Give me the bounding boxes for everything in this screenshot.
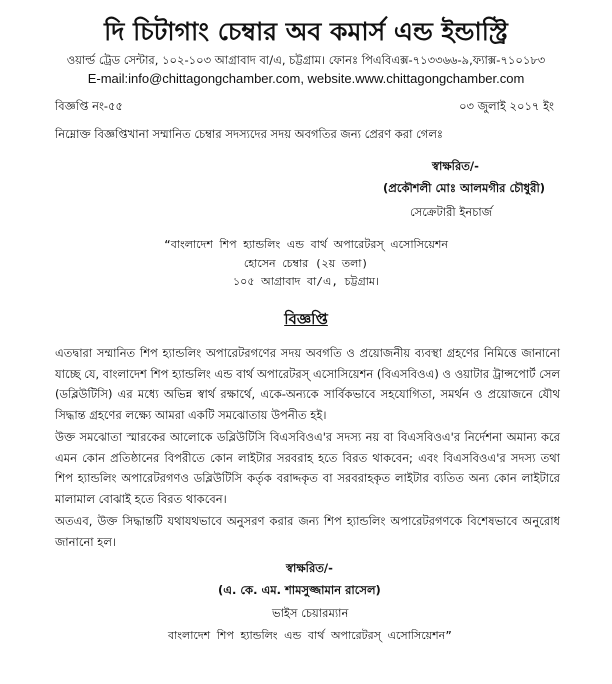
- top-signature-label: স্বাক্ষরিত/-: [432, 159, 479, 173]
- recipient-line-2: হোসেন চেম্বার (২য় তলা): [243, 257, 369, 270]
- body-paragraph-1: এতদ্বারা সম্মানিত শিপ হ্যান্ডলিং অপারেটরগণের সদয় অবগতি ও প্রয়োজনীয় ব্যবস্থা গ্রহণের নিমিত্তে জানানো যাচ্ছে যে, বাংলাদেশ শিপ হ্যান্ডলিং এন্ড বার্থ অপারেটরস্ এসোসিয়েশন (বিএসবিওএ) ও ওয়াটার ট্রান্সপোর্ট সেল (ডব্লিউটিসি) এর মধ্যে অভিন্ন স্বার্থ রক্ষার্থে, একে-অন্যকে সার্বিকভাবে সহযোগিতা, সমর্থন ও প্রয়োজনে যৌথ সিদ্ধান্ত গ্রহণের লক্ষ্যে আমরা একটি সমঝোতায় উপনীত হই।: [55, 346, 560, 422]
- notice-heading-text: বিজ্ঞপ্তি: [284, 310, 328, 328]
- letterhead-contact: E-mail:info@chittagongchamber.com, website.www.chittagongchamber.com: [87, 71, 525, 86]
- bottom-signatory-organization: বাংলাদেশ শিপ হ্যান্ডলিং এন্ড বার্থ অপারেটরস্ এসোসিয়েশন”: [168, 629, 452, 642]
- body-paragraph-2: উক্ত সমঝোতা স্মারকের আলোকে ডব্লিউটিসি বিএসবিওএ'র সদস্য নয় বা বিএসবিওএ'র নির্দেশনা অমান্য করে এমন কোন প্রতিষ্ঠানের বিপরীতে কোন লাইটার সরবরাহ হতে বিরত থাকবেন; এবং বিএসবিওএ'র সদস্য তথা শিপ হ্যান্ডলিং অপারেটরগণও ডব্লিউটিসি কর্তৃক বরাদ্দকৃত বা সরবরাহকৃত লাইটার ব্যতিত অন্য কোন লাইটারে মালামাল বোঝাই হতে বিরত থাকবেন।: [55, 430, 560, 506]
- bottom-signature-label: স্বাক্ষরিত/-: [286, 561, 333, 575]
- top-signatory-name: (প্রকৌশলী মোঃ আলমগীর চৌধুরী): [383, 181, 545, 195]
- body-paragraph-3: অতএব, উক্ত সিদ্ধান্তটি যথাযথভাবে অনুসরণ করার জন্য শিপ হ্যান্ডলিং অপারেটরগণকে বিশেষভাবে অনুরোধ জানানো হল।: [55, 514, 560, 549]
- notice-heading: [0, 308, 612, 333]
- top-signatory-designation: সেক্রেটারী ইনচার্জ: [410, 205, 493, 219]
- recipient-line-3: ১০৫ আগ্রাবাদ বা/এ, চট্টগ্রাম।: [233, 275, 379, 288]
- notice-date: ০৩ জুলাই ২০১৭ ইং: [459, 99, 554, 113]
- letterhead-title: দি চিটাগাং চেম্বার অব কমার্স এন্ড ইন্ডাস্ট্রি: [104, 17, 508, 46]
- bottom-signatory-name: (এ. কে. এম. শামসুজ্জামান রাসেল): [218, 583, 381, 597]
- letterhead-address: ওয়ার্ল্ড ট্রেড সেন্টার, ১০২-১০৩ আগ্রাবাদ বা/এ, চট্টগ্রাম। ফোনঃ পিএবিএক্স-৭১৩৩৬৬-৯,ফ্যাক্স-৭১০১৮৩: [66, 53, 546, 67]
- intro-text: নিম্নোক্ত বিজ্ঞপ্তিখানা সম্মানিত চেম্বার সদস্যদের সদয় অবগতির জন্য প্রেরণ করা গেলঃ: [55, 127, 444, 141]
- recipient-line-1: “বাংলাদেশ শিপ হ্যান্ডলিং এন্ড বার্থ অপারেটরস্ এসোসিয়েশন: [164, 238, 448, 251]
- notice-number: বিজ্ঞপ্তি নং-৫৫: [55, 99, 123, 113]
- bottom-signatory-designation: ভাইস চেয়ারম্যান: [272, 606, 349, 620]
